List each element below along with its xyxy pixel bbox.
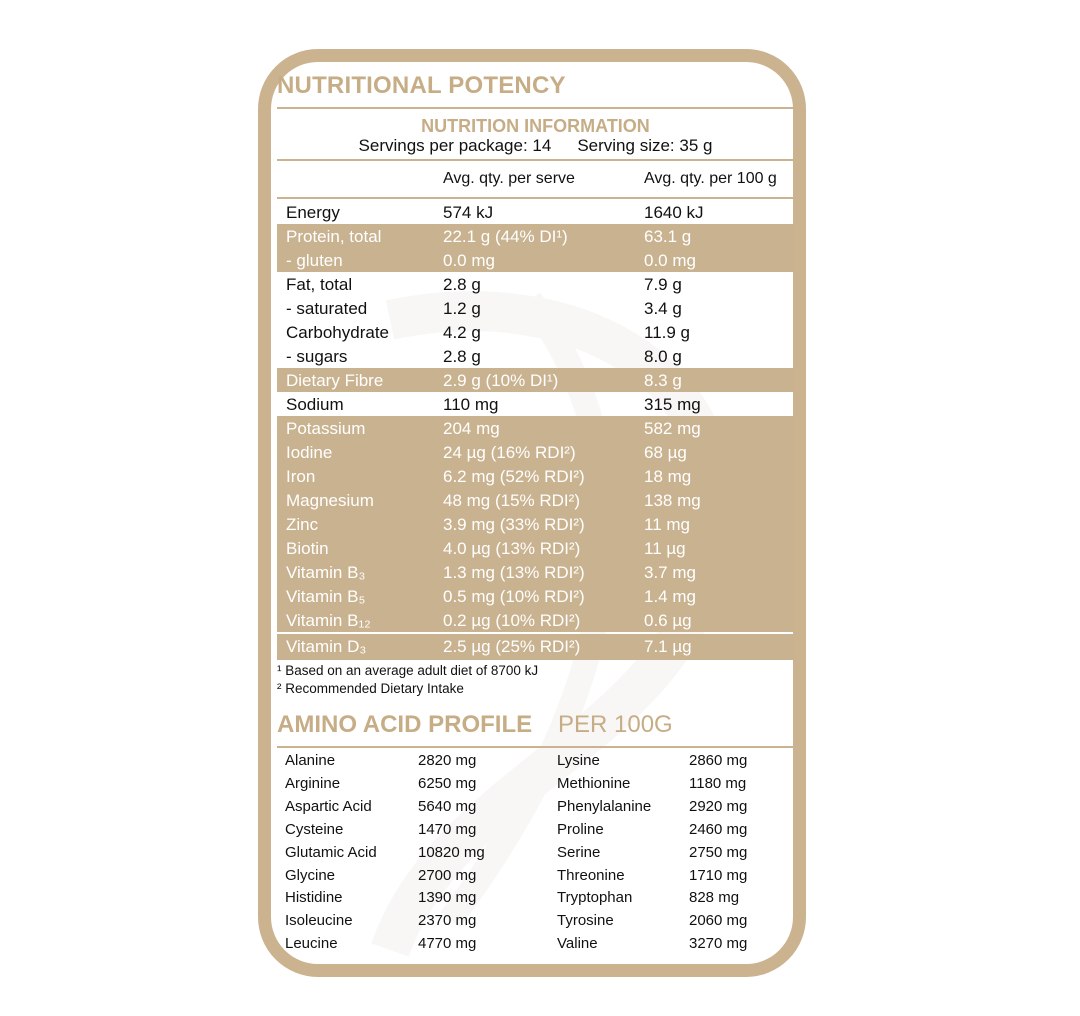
amino-acid-subtitle: PER 100G bbox=[558, 711, 673, 738]
qty-per-serve: 0.5 mg (10% RDI²) bbox=[443, 587, 585, 606]
qty-per-serve: 22.1 g (44% DI¹) bbox=[443, 227, 568, 246]
amino-acid-value: 5640 mg bbox=[418, 797, 477, 815]
amino-acid-name: Glycine bbox=[285, 866, 336, 884]
amino-acid-value: 1470 mg bbox=[418, 820, 477, 838]
amino-acid-value: 6250 mg bbox=[418, 774, 477, 792]
nutrition-row bbox=[277, 248, 794, 272]
qty-per-100g: 7.1 µg bbox=[644, 637, 692, 656]
qty-per-100g: 1640 kJ bbox=[644, 203, 704, 222]
amino-acid-name: Tryptophan bbox=[557, 889, 633, 907]
qty-per-100g: 8.0 g bbox=[644, 347, 682, 366]
nutrition-row bbox=[277, 392, 794, 416]
amino-acid-name: Leucine bbox=[285, 935, 338, 953]
nutrient-name: Biotin bbox=[286, 539, 329, 558]
qty-per-serve: 48 mg (15% RDI²) bbox=[443, 491, 580, 510]
amino-acid-value: 828 mg bbox=[689, 889, 740, 907]
qty-per-100g: 8.3 g bbox=[644, 371, 682, 390]
amino-acid-name: Phenylalanine bbox=[557, 797, 652, 815]
nutrition-row bbox=[277, 320, 794, 344]
amino-acid-name: Cysteine bbox=[285, 820, 344, 838]
qty-per-serve: 204 mg bbox=[443, 419, 500, 438]
nutrition-row bbox=[277, 344, 794, 368]
column-header-serve: Avg. qty. per serve bbox=[443, 170, 575, 187]
amino-acid-value: 3270 mg bbox=[689, 935, 748, 953]
amino-acid-value: 2060 mg bbox=[689, 912, 748, 930]
qty-per-serve: 4.2 g bbox=[443, 323, 481, 342]
nutrient-name: - sugars bbox=[286, 347, 348, 366]
nutrient-name: Iodine bbox=[286, 443, 333, 462]
qty-per-serve: 24 µg (16% RDI²) bbox=[443, 443, 576, 462]
title-divider bbox=[277, 107, 794, 109]
nutrition-row bbox=[277, 512, 794, 536]
amino-acid-value: 2820 mg bbox=[418, 752, 477, 769]
qty-per-100g: 315 mg bbox=[644, 395, 701, 414]
nutrition-row bbox=[277, 536, 794, 560]
amino-acid-value: 1710 mg bbox=[689, 866, 748, 884]
qty-per-100g: 0.6 µg bbox=[644, 611, 692, 630]
qty-per-100g: 3.7 mg bbox=[644, 563, 696, 582]
qty-per-serve: 2.5 µg (25% RDI²) bbox=[443, 637, 581, 656]
amino-acid-value: 2700 mg bbox=[418, 866, 477, 884]
nutrition-row bbox=[277, 488, 794, 512]
qty-per-serve: 0.0 mg bbox=[443, 251, 495, 270]
qty-per-serve: 3.9 mg (33% RDI²) bbox=[443, 515, 585, 534]
servings-per-package: Servings per package: 14 bbox=[358, 136, 552, 155]
qty-per-serve: 0.2 µg (10% RDI²) bbox=[443, 611, 581, 630]
qty-per-serve: 4.0 µg (13% RDI²) bbox=[443, 539, 581, 558]
nutrition-row bbox=[277, 440, 794, 464]
nutrition-row bbox=[277, 368, 794, 392]
qty-per-100g: 582 mg bbox=[644, 419, 701, 438]
nutrition-row bbox=[277, 584, 794, 608]
footnote-di: ¹ Based on an average adult diet of 8700 kJ bbox=[277, 663, 539, 678]
qty-per-serve: 6.2 mg (52% RDI²) bbox=[443, 467, 585, 486]
qty-per-serve: 2.8 g bbox=[443, 347, 481, 366]
header-divider bbox=[277, 159, 794, 161]
nutrient-name: Carbohydrate bbox=[286, 323, 390, 342]
servings-line bbox=[277, 136, 794, 156]
nutrient-name: Potassium bbox=[286, 419, 366, 438]
amino-acid-value: 4770 mg bbox=[418, 935, 477, 953]
page-title: NUTRITIONAL POTENCY bbox=[277, 72, 566, 99]
amino-acid-name: Aspartic Acid bbox=[285, 797, 372, 815]
qty-per-serve: 1.2 g bbox=[443, 299, 481, 318]
column-divider bbox=[277, 197, 794, 199]
qty-per-100g: 7.9 g bbox=[644, 275, 682, 294]
nutrition-row bbox=[277, 296, 794, 320]
nutrition-row bbox=[277, 464, 794, 488]
qty-per-100g: 68 µg bbox=[644, 443, 687, 462]
amino-acid-value: 2860 mg bbox=[689, 752, 748, 769]
qty-per-100g: 11.9 g bbox=[644, 323, 691, 342]
amino-acid-value: 2370 mg bbox=[418, 912, 477, 930]
nutrition-row bbox=[277, 416, 794, 440]
nutrient-name: Vitamin B₁₂ bbox=[286, 611, 371, 630]
nutrient-name: Iron bbox=[286, 467, 316, 486]
amino-acid-value: 2460 mg bbox=[689, 820, 748, 838]
nutrition-row bbox=[277, 224, 794, 248]
amino-acid-value: 2920 mg bbox=[689, 797, 748, 815]
nutrition-row bbox=[277, 560, 794, 584]
amino-divider bbox=[277, 746, 794, 748]
amino-acid-title: AMINO ACID PROFILE bbox=[277, 711, 533, 738]
qty-per-100g: 11 µg bbox=[644, 539, 686, 558]
qty-per-serve: 2.9 g (10% DI¹) bbox=[443, 371, 559, 390]
amino-acid-name: Alanine bbox=[285, 752, 336, 769]
amino-acid-name: Methionine bbox=[557, 774, 631, 792]
footnote-rdi: ² Recommended Dietary Intake bbox=[277, 681, 464, 696]
nutrition-row bbox=[277, 200, 794, 224]
qty-per-100g: 138 mg bbox=[644, 491, 701, 510]
amino-acid-value: 10820 mg bbox=[418, 843, 485, 861]
nutrition-row bbox=[277, 608, 794, 632]
nutrient-name: Magnesium bbox=[286, 491, 374, 510]
nutrient-name: Dietary Fibre bbox=[286, 371, 384, 390]
nutrient-name: Energy bbox=[286, 203, 340, 222]
qty-per-100g: 63.1 g bbox=[644, 227, 692, 246]
nutrient-name: Protein, total bbox=[286, 227, 382, 246]
amino-acid-name: Tyrosine bbox=[557, 912, 614, 930]
amino-acid-name: Proline bbox=[557, 820, 604, 838]
qty-per-100g: 18 mg bbox=[644, 467, 692, 486]
amino-acid-name: Isoleucine bbox=[285, 912, 353, 930]
qty-per-100g: 11 mg bbox=[644, 515, 690, 534]
nutrition-heading: NUTRITION INFORMATION bbox=[421, 116, 650, 136]
amino-acid-name: Glutamic Acid bbox=[285, 843, 377, 861]
nutrient-name: Vitamin D₃ bbox=[286, 637, 367, 656]
qty-per-serve: 110 mg bbox=[443, 395, 499, 414]
amino-acid-value: 2750 mg bbox=[689, 843, 748, 861]
nutrient-name: Sodium bbox=[286, 395, 344, 414]
amino-acid-name: Threonine bbox=[557, 866, 625, 884]
qty-per-100g: 0.0 mg bbox=[644, 251, 696, 270]
qty-per-100g: 1.4 mg bbox=[644, 587, 696, 606]
amino-acid-name: Histidine bbox=[285, 889, 343, 907]
qty-per-serve: 574 kJ bbox=[443, 203, 494, 222]
column-header-100g: Avg. qty. per 100 g bbox=[644, 170, 777, 187]
serving-size: Serving size: 35 g bbox=[577, 136, 713, 155]
amino-acid-name: Valine bbox=[557, 935, 598, 953]
qty-per-serve: 1.3 mg (13% RDI²) bbox=[443, 563, 585, 582]
nutrient-name: - gluten bbox=[286, 251, 343, 270]
amino-acid-value: 1180 mg bbox=[689, 774, 747, 792]
qty-per-serve: 2.8 g bbox=[443, 275, 481, 294]
amino-acid-name: Lysine bbox=[557, 752, 600, 769]
nutrient-name: - saturated bbox=[286, 299, 368, 318]
amino-acid-name: Serine bbox=[557, 843, 601, 861]
nutrition-row bbox=[277, 634, 794, 660]
nutrient-name: Fat, total bbox=[286, 275, 353, 294]
nutrient-name: Zinc bbox=[286, 515, 319, 534]
nutrient-name: Vitamin B₅ bbox=[286, 587, 366, 606]
qty-per-100g: 3.4 g bbox=[644, 299, 682, 318]
amino-acid-name: Arginine bbox=[285, 774, 341, 792]
amino-acid-value: 1390 mg bbox=[418, 889, 477, 907]
nutrient-name: Vitamin B₃ bbox=[286, 563, 366, 582]
nutrition-row bbox=[277, 272, 794, 296]
